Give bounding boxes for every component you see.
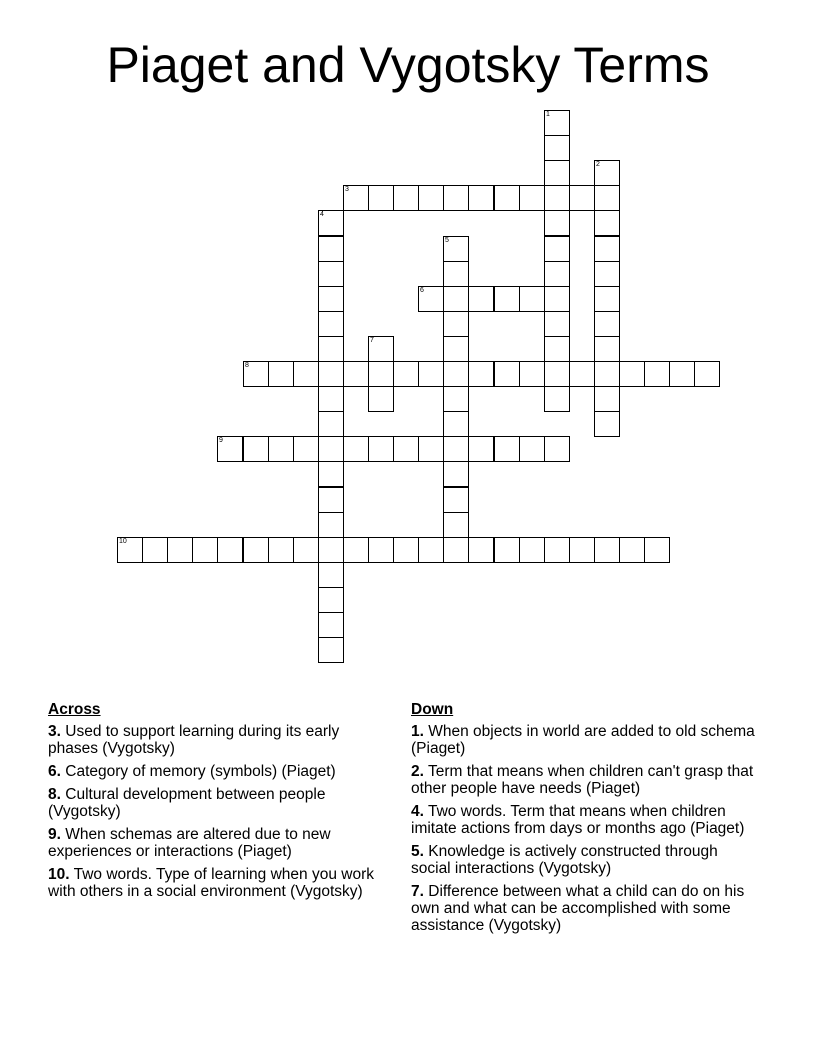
- crossword-cell[interactable]: [393, 185, 419, 211]
- crossword-cell[interactable]: [468, 185, 494, 211]
- crossword-cell[interactable]: [268, 361, 294, 387]
- crossword-cell[interactable]: [519, 436, 545, 462]
- clue-number: 6.: [48, 763, 61, 780]
- crossword-cell[interactable]: [594, 185, 620, 211]
- clue-number: 10.: [48, 866, 70, 883]
- across-clue: [48, 866, 388, 900]
- crossword-cell[interactable]: [368, 336, 394, 362]
- crossword-cell[interactable]: [368, 386, 394, 412]
- crossword-cell[interactable]: [318, 612, 344, 638]
- crossword-cell[interactable]: [443, 311, 469, 337]
- crossword-cell[interactable]: [519, 537, 545, 563]
- crossword-cell[interactable]: [468, 361, 494, 387]
- across-clues: [48, 700, 388, 906]
- crossword-cell[interactable]: [343, 361, 369, 387]
- crossword-cell[interactable]: [318, 461, 344, 487]
- crossword-cell[interactable]: [293, 436, 319, 462]
- crossword-cell[interactable]: [644, 537, 670, 563]
- page-title: Piaget and Vygotsky Terms: [106, 37, 710, 93]
- clue-number: 4.: [411, 803, 424, 820]
- cell-number: 8: [245, 362, 249, 369]
- cell-number: 5: [445, 237, 449, 244]
- crossword-cell[interactable]: [418, 185, 444, 211]
- across-heading: Across: [48, 701, 101, 718]
- crossword-cell[interactable]: [368, 185, 394, 211]
- crossword-cell[interactable]: [519, 361, 545, 387]
- crossword-cell[interactable]: [418, 537, 444, 563]
- crossword-cell[interactable]: [594, 361, 620, 387]
- crossword-cell[interactable]: [519, 185, 545, 211]
- crossword-cell[interactable]: [318, 487, 344, 513]
- cell-number: 9: [219, 437, 223, 444]
- crossword-cell[interactable]: [192, 537, 218, 563]
- crossword-cell[interactable]: [594, 210, 620, 236]
- crossword-cell[interactable]: [343, 185, 369, 211]
- crossword-cell[interactable]: [594, 386, 620, 412]
- crossword-cell[interactable]: [368, 537, 394, 563]
- crossword-cell[interactable]: [619, 537, 645, 563]
- cell-number: 1: [546, 111, 550, 118]
- crossword-cell[interactable]: [318, 537, 344, 563]
- crossword-cell[interactable]: [544, 361, 570, 387]
- crossword-cell[interactable]: [142, 537, 168, 563]
- crossword-cell[interactable]: [243, 537, 269, 563]
- clue-text: Term that means when children can't grasp that other people have needs (Piaget): [411, 763, 754, 797]
- crossword-cell[interactable]: [318, 261, 344, 287]
- crossword-cell[interactable]: [418, 361, 444, 387]
- crossword-cell[interactable]: [368, 361, 394, 387]
- crossword-cell[interactable]: [443, 361, 469, 387]
- crossword-cell[interactable]: [494, 537, 520, 563]
- cell-number: 4: [320, 211, 324, 218]
- crossword-cell[interactable]: [293, 361, 319, 387]
- crossword-cell[interactable]: [494, 436, 520, 462]
- crossword-cell[interactable]: [443, 236, 469, 262]
- crossword-cell[interactable]: [544, 386, 570, 412]
- crossword-cell[interactable]: [594, 311, 620, 337]
- crossword-cell[interactable]: [217, 537, 243, 563]
- clue-text: Two words. Type of learning when you work with others in a social environment (Vygotsky): [48, 866, 374, 900]
- crossword-cell[interactable]: [368, 436, 394, 462]
- across-clue: [48, 723, 388, 757]
- crossword-cell[interactable]: [544, 236, 570, 262]
- crossword-cell[interactable]: [669, 361, 695, 387]
- crossword-cell[interactable]: [544, 261, 570, 287]
- crossword-cell[interactable]: [468, 537, 494, 563]
- crossword-cell[interactable]: [318, 386, 344, 412]
- clue-text: Two words. Term that means when children imitate actions from days or months ago (Piaget): [411, 803, 745, 837]
- crossword-cell[interactable]: [569, 361, 595, 387]
- crossword-cell[interactable]: [443, 487, 469, 513]
- clue-number: 9.: [48, 826, 61, 843]
- clue-number: 5.: [411, 843, 424, 860]
- down-clue: [411, 883, 761, 934]
- crossword-cell[interactable]: [544, 336, 570, 362]
- crossword-cell[interactable]: [443, 386, 469, 412]
- crossword-cell[interactable]: [393, 361, 419, 387]
- crossword-cell[interactable]: [443, 537, 469, 563]
- crossword-cell[interactable]: [594, 236, 620, 262]
- crossword-cell[interactable]: [318, 411, 344, 437]
- clue-number: 1.: [411, 723, 424, 740]
- clue-text: Category of memory (symbols) (Piaget): [65, 763, 336, 780]
- clue-text: Knowledge is actively constructed through social interactions (Vygotsky): [411, 843, 718, 877]
- crossword-cell[interactable]: [494, 185, 520, 211]
- clue-number: 7.: [411, 883, 424, 900]
- crossword-cell[interactable]: [619, 361, 645, 387]
- crossword-cell[interactable]: [594, 286, 620, 312]
- crossword-cell[interactable]: [569, 537, 595, 563]
- crossword-cell[interactable]: [418, 436, 444, 462]
- down-clue: [411, 843, 761, 877]
- crossword-cell[interactable]: [468, 436, 494, 462]
- crossword-cell[interactable]: [343, 537, 369, 563]
- crossword-cell[interactable]: [544, 436, 570, 462]
- down-heading: Down: [411, 701, 454, 718]
- crossword-cell[interactable]: [519, 286, 545, 312]
- crossword-cell[interactable]: [318, 236, 344, 262]
- crossword-cell[interactable]: [494, 361, 520, 387]
- down-clues: [411, 700, 761, 940]
- crossword-cell[interactable]: [694, 361, 720, 387]
- crossword-cell[interactable]: [544, 537, 570, 563]
- crossword-cell[interactable]: [243, 436, 269, 462]
- crossword-cell[interactable]: [318, 587, 344, 613]
- crossword-cell[interactable]: [293, 537, 319, 563]
- crossword-cell[interactable]: [318, 210, 344, 236]
- clue-text: Cultural development between people (Vygotsky): [48, 786, 326, 820]
- crossword-cell[interactable]: [443, 512, 469, 538]
- crossword-cell[interactable]: [594, 336, 620, 362]
- cell-number: 2: [596, 161, 600, 168]
- cell-number: 6: [420, 287, 424, 294]
- cell-number: 3: [345, 186, 349, 193]
- crossword-cell[interactable]: [443, 261, 469, 287]
- crossword-cell[interactable]: [268, 537, 294, 563]
- crossword-cell[interactable]: [494, 286, 520, 312]
- across-clue: [48, 826, 388, 860]
- crossword-cell[interactable]: [418, 286, 444, 312]
- crossword-cell[interactable]: [318, 336, 344, 362]
- crossword-cell[interactable]: [343, 436, 369, 462]
- clue-text: When schemas are altered due to new experiences or interactions (Piaget): [48, 826, 331, 860]
- crossword-cell[interactable]: [217, 436, 243, 462]
- crossword-cell[interactable]: [393, 436, 419, 462]
- crossword-cell[interactable]: [569, 185, 595, 211]
- clue-number: 3.: [48, 723, 61, 740]
- crossword-cell[interactable]: [594, 160, 620, 186]
- crossword-cell[interactable]: [443, 436, 469, 462]
- crossword-cell[interactable]: [318, 286, 344, 312]
- crossword-cell[interactable]: [443, 336, 469, 362]
- crossword-cell[interactable]: [318, 512, 344, 538]
- across-clue: [48, 786, 388, 820]
- crossword-cell[interactable]: [594, 537, 620, 563]
- crossword-cell[interactable]: [544, 185, 570, 211]
- crossword-cell[interactable]: [318, 436, 344, 462]
- crossword-cell[interactable]: [544, 135, 570, 161]
- crossword-cell[interactable]: [167, 537, 193, 563]
- clue-text: Difference between what a child can do on his own and what can be accomplished with some assistance (Vygotsky): [411, 883, 745, 934]
- clue-number: 8.: [48, 786, 61, 803]
- cell-number: 10: [119, 538, 127, 545]
- crossword-cell[interactable]: [544, 210, 570, 236]
- across-clue: [48, 763, 388, 780]
- crossword-cell[interactable]: [544, 110, 570, 136]
- crossword-cell[interactable]: [268, 436, 294, 462]
- down-clue: [411, 763, 761, 797]
- crossword-cell[interactable]: [393, 537, 419, 563]
- crossword-cell[interactable]: [594, 411, 620, 437]
- down-clue: [411, 723, 761, 757]
- crossword-cell[interactable]: [443, 286, 469, 312]
- crossword-cell[interactable]: [318, 562, 344, 588]
- clue-text: When objects in world are added to old schema (Piaget): [411, 723, 755, 757]
- crossword-cell[interactable]: [318, 637, 344, 663]
- clue-text: Used to support learning during its early phases (Vygotsky): [48, 723, 340, 757]
- crossword-cell[interactable]: [117, 537, 143, 563]
- crossword-cell[interactable]: [443, 411, 469, 437]
- crossword-cell[interactable]: [318, 361, 344, 387]
- cell-number: 7: [370, 337, 374, 344]
- crossword-cell[interactable]: [443, 185, 469, 211]
- crossword-cell[interactable]: [544, 286, 570, 312]
- crossword-cell[interactable]: [243, 361, 269, 387]
- clue-number: 2.: [411, 763, 424, 780]
- crossword-cell[interactable]: [644, 361, 670, 387]
- crossword-cell[interactable]: [544, 160, 570, 186]
- crossword-cell[interactable]: [318, 311, 344, 337]
- down-clue: [411, 803, 761, 837]
- crossword-cell[interactable]: [468, 286, 494, 312]
- crossword-cell[interactable]: [544, 311, 570, 337]
- crossword-cell[interactable]: [594, 261, 620, 287]
- crossword-cell[interactable]: [443, 461, 469, 487]
